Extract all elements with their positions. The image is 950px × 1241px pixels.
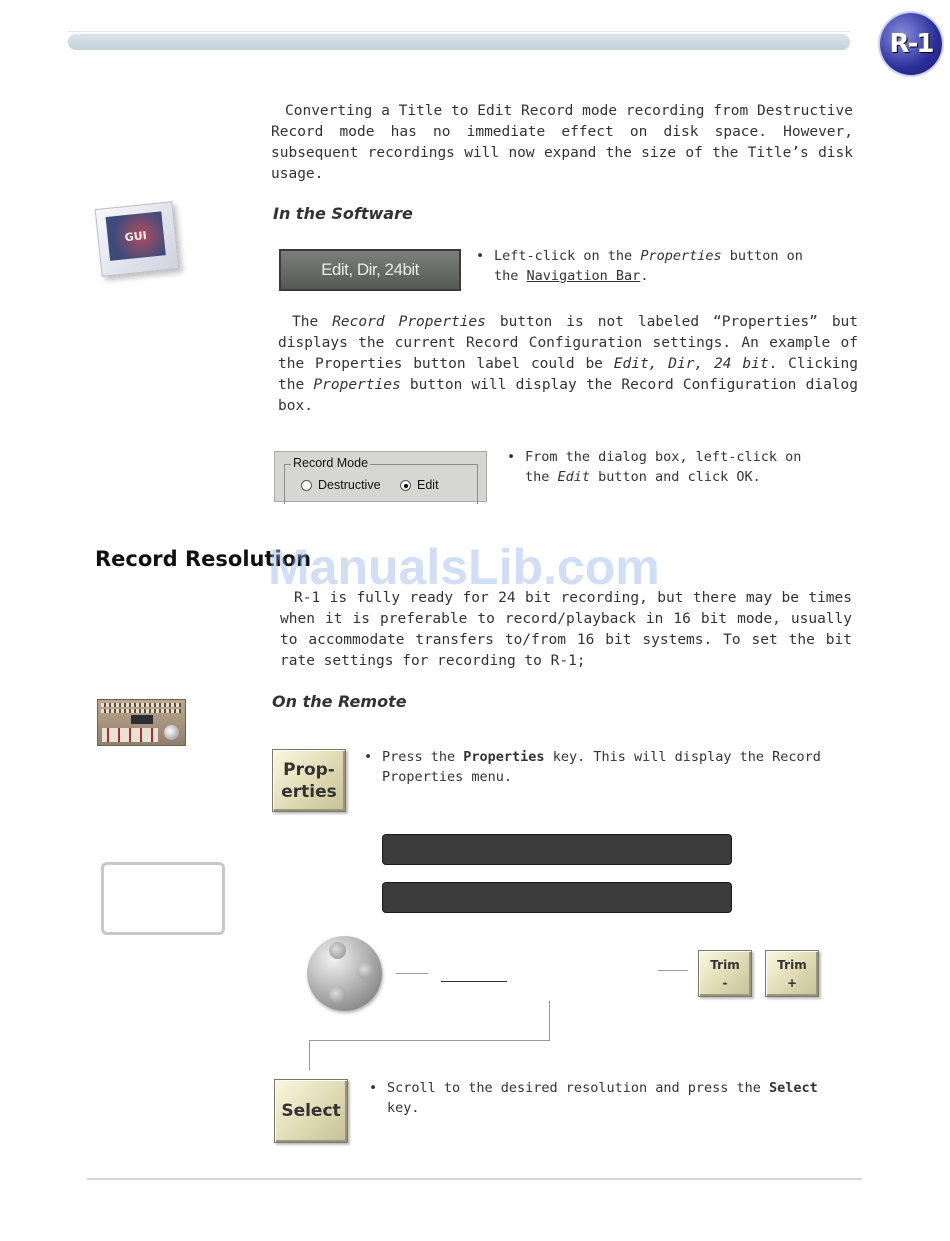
trim-plus-sign: + [786,975,798,990]
empty-callout-box [101,862,225,935]
r1-logo [880,13,942,75]
radio-destructive[interactable] [301,478,381,492]
edit-em: Edit [557,469,591,485]
properties-key[interactable] [272,749,346,812]
bullet-text: Press the [382,749,464,765]
bullet-text: Scroll to the desired resolution and press the [387,1080,770,1096]
select-key-label: Select [281,1101,341,1121]
para-text: button will display the Record Configuration dialog box. [278,377,859,414]
footer-rule [87,1178,862,1180]
para-text: . Clicking the [278,356,858,393]
bullet-dot: • [364,749,373,765]
para-text: button is not labeled “Properties” but displays the current Record Configuration settings. An example of the Properties button label could be [278,314,859,372]
radio-circle-edit[interactable] [400,480,411,491]
connector-line [309,1040,550,1041]
bullet-text: button on the [494,248,803,284]
logo-text: R-1 [889,29,933,59]
watermark: ManualsLib.com [268,539,660,595]
properties-key-line1: Prop- [283,759,335,780]
record-mode-dialog [274,451,487,502]
resolution-paragraph [280,588,852,672]
remote-heading: On the Remote [272,692,407,711]
section-title: Record Resolution [95,547,312,571]
para-em: Properties [313,377,401,393]
properties-key-line2: erties [281,781,337,802]
connector-line [309,1040,310,1070]
intro-paragraph [271,101,853,185]
navigation-bar-link[interactable]: Navigation Bar [526,268,641,284]
header-bar [68,34,850,50]
para-text: The [292,314,333,330]
software-bullet-1 [476,246,806,286]
trim-plus-key[interactable] [765,950,819,997]
bullet-text: . [640,268,649,284]
record-properties-button[interactable] [279,249,461,291]
radio-edit[interactable] [400,478,439,492]
lcd-display-line-2 [382,882,732,913]
properties-em: Properties [640,248,722,264]
select-bold: Select [769,1080,818,1096]
gui-icon [95,201,180,277]
software-bullet-2 [507,447,827,487]
connector-line [396,973,428,974]
radio-circle-destructive[interactable] [301,480,312,491]
connector-line [658,970,688,971]
lcd-display-line-1 [382,834,732,865]
bullet-dot: • [369,1080,378,1096]
remote-bullet-1 [364,747,834,787]
properties-bold: Properties [463,749,545,765]
gui-screen [106,211,166,261]
radio-destructive-label: Destructive [318,478,381,492]
bullet-dot: • [476,248,485,264]
para-em: Record Properties [332,314,486,330]
trim-minus-key[interactable] [698,950,752,997]
connector-line [549,1001,550,1040]
jog-dial[interactable] [307,936,382,1011]
trim-minus-label: Trim [710,957,740,972]
connector-line [441,981,507,982]
header-rule [68,31,850,32]
gui-label: GUI [124,228,148,244]
bullet-text: From the dialog box, left-click on the [525,449,802,485]
resolution-text: R-1 is fully ready for 24 bit recording, but there may be times when it is preferable to record/playback in 16 bit mode, usually to accommodate transfers to/from 16 bit systems. To set the bit rate settings for recording to R-1; [280,590,852,669]
radio-edit-label: Edit [417,478,439,492]
select-key[interactable] [274,1079,348,1143]
para-em: Edit, Dir, 24 bit [613,356,769,372]
bullet-dot: • [507,449,516,465]
intro-text: Converting a Title to Edit Record mode recording from Destructive Record mode has no immediate effect on disk space. However, subsequent recordings will now expand the size of the Title’s disk usage. [271,103,853,182]
bullet-text: key. [387,1100,420,1116]
record-mode-legend: Record Mode [293,456,369,470]
remote-bullet-2 [369,1078,829,1118]
trim-plus-label: Trim [777,957,807,972]
trim-minus-sign: - [722,975,728,990]
record-properties-label: Edit, Dir, 24bit [321,260,419,279]
software-paragraph [278,312,858,417]
software-heading: In the Software [273,204,413,223]
bullet-text: Left-click on the [494,248,641,264]
bullet-text: key. This will display the Record Properties menu. [382,749,821,785]
bullet-text: button and click OK. [590,469,761,485]
remote-icon [97,699,186,746]
